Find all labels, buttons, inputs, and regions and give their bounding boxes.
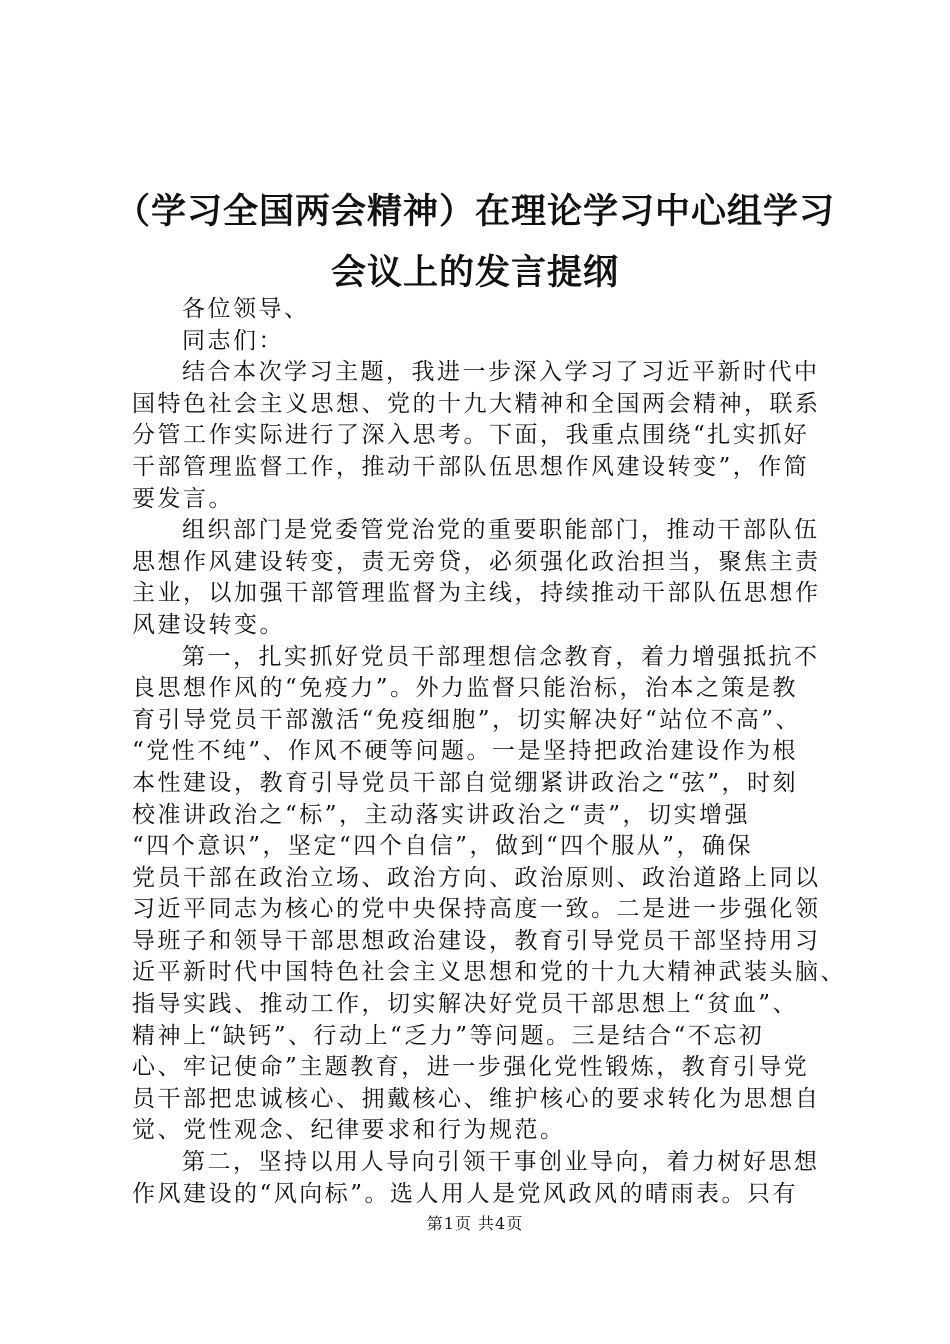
paragraph-line: 结合本次学习主题，我进一步深入学习了习近平新时代中 [182, 359, 820, 386]
document-title-line-1: （学习全国两会精神）在理论学习中心组学习 [114, 192, 835, 232]
paragraph-line: 导班子和领导干部思想政治建设，教育引导党员干部坚持用习 [132, 927, 821, 954]
paragraph-line: “党性不纯”、作风不硬等问题。一是坚持把政治建设作为根 [132, 738, 799, 765]
document-title-line-2: 会议上的发言提纲 [330, 253, 619, 293]
paragraph-line: 精神上“缺钙”、行动上“乏力”等问题。三是结合“不忘初 [132, 1022, 765, 1049]
paragraph-line: 第一，扎实抓好党员干部理想信念教育，着力增强抵抗不 [182, 643, 820, 670]
paragraph-line: 干部管理监督工作，推动干部队伍思想作风建设转变”，作简 [132, 453, 810, 480]
paragraph-line: 近平新时代中国特色社会主义思想和党的十九大精神武装头脑、 [132, 959, 846, 986]
page-number: 第1页 共4页 [426, 1214, 524, 1233]
paragraph-line: 思想作风建设转变，责无旁贷，必须强化政治担当，聚焦主责 [132, 548, 821, 575]
paragraph-line: 第二，坚持以用人导向引领干事创业导向，着力树好思想 [182, 1149, 820, 1176]
paragraph-line: 组织部门是党委管党治党的重要职能部门，推动干部队伍 [182, 517, 820, 544]
paragraph-line: 主业，以加强干部管理监督为主线，持续推动干部队伍思想作 [132, 580, 821, 607]
paragraph-line: 育引导党员干部激活“免疫细胞”，切实解决好“站位不高”、 [132, 706, 802, 733]
paragraph-line: 党员干部在政治立场、政治方向、政治原则、政治道路上同以 [132, 864, 821, 891]
document-body [132, 294, 846, 1210]
paragraph-line: 员干部把忠诚核心、拥戴核心、维护核心的要求转化为思想自 [132, 1085, 821, 1112]
paragraph-line: 作风建设的“风向标”。选人用人是党风政风的晴雨表。只有 [132, 1180, 799, 1207]
salutation-line: 同志们： [182, 327, 284, 354]
paragraph-line: 心、牢记使命”主题教育，进一步强化党性锻炼，教育引导党 [132, 1054, 810, 1081]
paragraph-line: 校准讲政治之“标”，主动落实讲政治之“责”，切实增强 [132, 801, 751, 828]
paragraph-line: “四个意识”，坚定“四个自信”，做到“四个服从”，确保 [132, 833, 754, 860]
paragraph-line: 指导实践、推动工作，切实解决好党员干部思想上“贫血”、 [132, 991, 799, 1018]
paragraph-line: 风建设转变。 [132, 611, 285, 638]
paragraph-line: 习近平同志为核心的党中央保持高度一致。二是进一步强化领 [132, 896, 821, 923]
paragraph-line: 分管工作实际进行了深入思考。下面，我重点围绕“扎实抓好 [132, 422, 810, 449]
paragraph-line: 国特色社会主义思想、党的十九大精神和全国两会精神，联系 [132, 390, 821, 417]
paragraph-line: 觉、党性观念、纪律要求和行为规范。 [132, 1117, 566, 1144]
salutation-line: 各位领导、 [182, 296, 310, 322]
paragraph-line: 本性建设，教育引导党员干部自觉绷紧讲政治之“弦”，时刻 [132, 769, 799, 796]
paragraph-line: 要发言。 [132, 485, 234, 512]
paragraph-line: 良思想作风的“免疫力”。外力监督只能治标，治本之策是教 [132, 675, 799, 702]
